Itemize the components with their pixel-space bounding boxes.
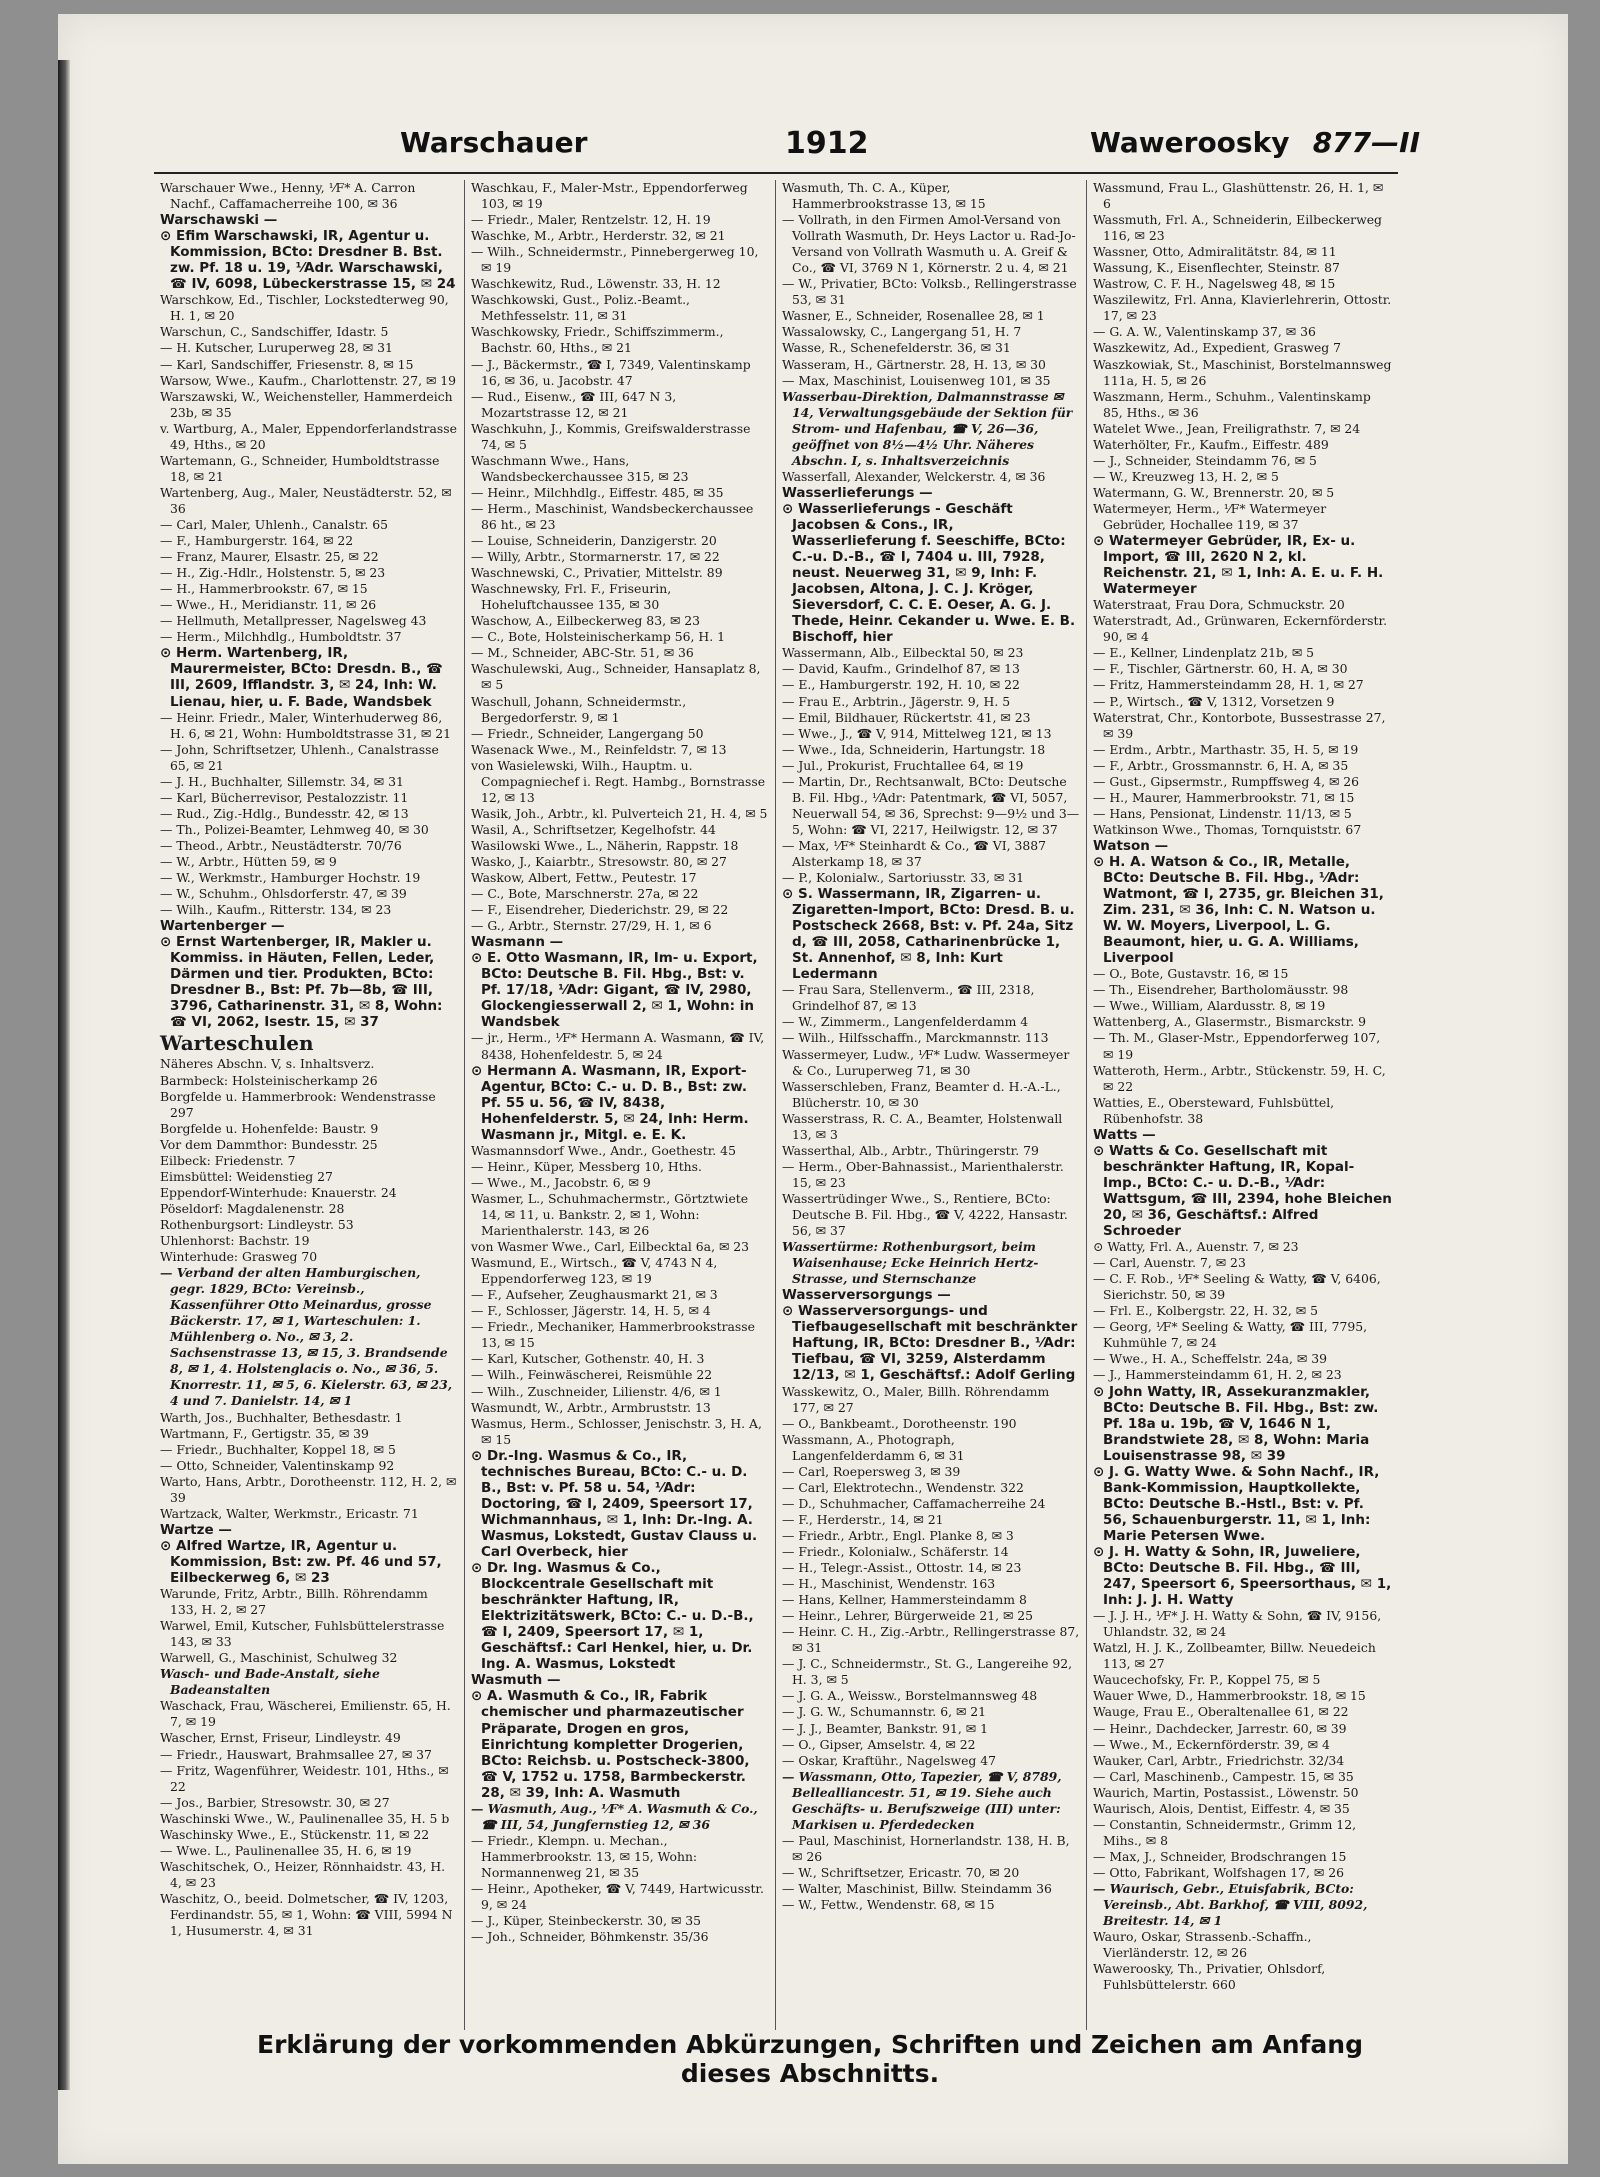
directory-entry: Wassmann, A., Photograph, Langenfelderdamm 6, ✉ 31 [782, 1431, 965, 1463]
directory-entry: Warto, Hans, Arbtr., Dorotheenstr. 112, H. 2, ✉ 39 [160, 1473, 457, 1505]
directory-entry: — Erdm., Arbtr., Marthastr. 35, H. 5, ✉ 19 [1093, 741, 1359, 757]
directory-entry: Warschkow, Ed., Tischler, Lockstedterweg 90, H. 1, ✉ 20 [160, 292, 449, 324]
directory-entry: — H. Kutscher, Luruperweg 28, ✉ 31 [160, 340, 393, 356]
directory-entry: — Wilh., Hilfsschaffn., Marckmannstr. 113 [782, 1030, 1049, 1046]
directory-entry: Wascher, Ernst, Friseur, Lindleystr. 49 [160, 1730, 401, 1746]
directory-entry: — Wassmann, Otto, Tapezier, ☎ V, 8789, Bellealliancestr. 51, ✉ 19. Siehe auch Geschäfts- u. Berufszweige (III) unter: Markisen u. Pferdedecken [782, 1768, 1062, 1832]
directory-entry: — Friedr., Arbtr., Engl. Planke 8, ✉ 3 [782, 1527, 1014, 1543]
directory-entry: Waschitschek, O., Heizer, Rönnhaidstr. 43, H. 4, ✉ 23 [160, 1858, 446, 1890]
directory-entry: Wasil, A., Schriftsetzer, Kegelhofstr. 44 [471, 821, 716, 837]
footer-note: Erklärung der vorkommenden Abkürzungen, Schriften und Zeichen am Anfang dieses Abschnitts. [257, 2030, 1363, 2088]
column-4 [1087, 180, 1398, 2030]
directory-entry: — Heinr., Dachdecker, Jarrestr. 60, ✉ 39 [1093, 1720, 1347, 1736]
directory-entry: Wassmund, Frau L., Glashüttenstr. 26, H. 1, ✉ 6 [1093, 180, 1384, 212]
directory-entry: — Heinr. C. H., Zig.-Arbtr., Rellingerstrasse 87, ✉ 31 [782, 1624, 1080, 1656]
directory-entry: — Heinr., Apotheker, ☎ V, 7449, Hartwicusstr. 9, ✉ 24 [471, 1880, 764, 1913]
directory-entry: Eppendorf-Winterhude: Knauerstr. 24 [160, 1184, 397, 1200]
directory-entry: — W., Schuhm., Ohlsdorferstr. 47, ✉ 39 [160, 886, 407, 902]
column-2 [465, 180, 776, 2030]
header-page-number: 877—II [1312, 126, 1420, 159]
directory-entry: — Friedr., Buchhalter, Koppel 18, ✉ 5 [160, 1441, 396, 1457]
directory-entry: — G., Arbtr., Sternstr. 27/29, H. 1, ✉ 6 [471, 918, 712, 934]
directory-entry: Näheres Abschn. V, s. Inhaltsverz. [160, 1056, 375, 1072]
directory-entry: — F., Arbtr., Grossmannstr. 6, H. A, ✉ 35 [1093, 757, 1349, 773]
directory-entry: — Constantin, Schneidermstr., Grimm 12, Mihs., ✉ 8 [1093, 1816, 1357, 1848]
directory-columns [154, 180, 1398, 2030]
directory-entry: Waschow, A., Eilbeckerweg 83, ✉ 23 [471, 613, 701, 629]
directory-entry: Watzl, H. J. K., Zollbeamter, Billw. Neuedeich 113, ✉ 27 [1093, 1640, 1376, 1672]
directory-entry: Wauer Wwe, D., Hammerbrookstr. 18, ✉ 15 [1093, 1688, 1366, 1704]
directory-entry: Waurisch, Alois, Dentist, Eiffestr. 4, ✉ 35 [1093, 1800, 1350, 1816]
directory-entry: — Th. M., Glaser-Mstr., Eppendorferweg 107, ✉ 19 [1093, 1030, 1381, 1062]
directory-entry: — Max, ⅟F* Steinhardt & Co., ☎ VI, 3887 Alsterkamp 18, ✉ 37 [782, 837, 1047, 869]
directory-entry: — Carl, Elektrotechn., Wendenstr. 322 [782, 1479, 1024, 1495]
directory-entry: — jr., Herm., ⅟F* Hermann A. Wasmann, ☎ IV, 8438, Hohenfeldestr. 5, ✉ 24 [471, 1030, 765, 1062]
directory-entry: Waterstraat, Frau Dora, Schmuckstr. 20 [1093, 597, 1345, 613]
directory-entry: Borgfelde u. Hohenfelde: Baustr. 9 [160, 1120, 379, 1136]
directory-entry: Wauro, Oskar, Strassenb.-Schaffn., Vierländerstr. 12, ✉ 26 [1093, 1929, 1312, 1961]
directory-entry: — Franz, Maurer, Elsastr. 25, ✉ 22 [160, 549, 379, 565]
directory-entry: — Max, Maschinist, Louisenweg 101, ✉ 35 [782, 372, 1051, 388]
directory-entry: Warth, Jos., Buchhalter, Bethesdastr. 1 [160, 1409, 403, 1425]
column-3 [776, 180, 1087, 2030]
directory-entry: Uhlenhorst: Bachstr. 19 [160, 1233, 310, 1248]
directory-entry: Waweroosky, Th., Privatier, Ohlsdorf, Fuhlsbüttelerstr. 660 [1093, 1961, 1326, 1993]
directory-entry: Watties, E., Obersteward, Fuhlsbüttel, Rübenhofstr. 38 [1093, 1094, 1335, 1126]
directory-entry: Wartmann, F., Gertigstr. 35, ✉ 39 [160, 1425, 369, 1441]
directory-entry: — Friedr., Mechaniker, Hammerbrookstrasse 13, ✉ 15 [471, 1319, 755, 1351]
directory-entry: — Hellmuth, Metallpresser, Nagelsweg 43 [160, 613, 427, 629]
directory-entry: Wassermann, Alb., Eilbecktal 50, ✉ 23 [782, 645, 1024, 661]
directory-entry: — W., Fettw., Wendenstr. 68, ✉ 15 [782, 1897, 995, 1913]
directory-entry: Wauge, Frau E., Oberaltenallee 61, ✉ 22 [1093, 1704, 1349, 1720]
directory-entry: Watermann, G. W., Brennerstr. 20, ✉ 5 [1093, 484, 1335, 500]
directory-entry: Wartze — [160, 1521, 232, 1538]
directory-entry: Waterstradt, Ad., Grünwaren, Eckernförderstr. 90, ✉ 4 [1093, 613, 1388, 645]
directory-entry: Watteroth, Herm., Arbtr., Stückenstr. 59, H. C, ✉ 22 [1093, 1062, 1386, 1094]
directory-entry: Wasserlieferungs — [782, 484, 933, 501]
directory-entry: Waterstrat, Chr., Kontorbote, Bussestrasse 27, ✉ 39 [1093, 709, 1386, 741]
header-last-entry: Waweroosky [1090, 126, 1290, 159]
directory-entry: Watts — [1093, 1126, 1156, 1143]
directory-entry: Wasner, E., Schneider, Rosenallee 28, ✉ 1 [782, 308, 1045, 324]
directory-entry: — Oskar, Kraftühr., Nagelsweg 47 [782, 1752, 997, 1768]
directory-entry: — H., Zig.-Hdlr., Holstenstr. 5, ✉ 23 [160, 565, 386, 581]
directory-entry: — W., Werkmstr., Hamburger Hochstr. 19 [160, 870, 421, 886]
directory-entry: Wassertrüdinger Wwe., S., Rentiere, BCto: Deutsche B. Fil. Hbg., ☎ V, 4222, Hansastr. 56, ✉ 37 [782, 1190, 1068, 1239]
directory-entry: — Jul., Prokurist, Fruchtallee 64, ✉ 19 [782, 757, 1024, 773]
directory-entry: — Wwe., H. A., Scheffelstr. 24a, ✉ 39 [1093, 1351, 1327, 1367]
directory-entry: — Herm., Maschinist, Wandsbeckerchaussee 86 ht., ✉ 23 [471, 500, 754, 532]
directory-entry: ⊙ Ernst Wartenberger, IR, Makler u. Kommiss. in Häuten, Fellen, Leder, Därmen und tier. Produkten, BCto: Dresdner B., Bst: Pf. 7b—8b, ☎ III, 3796, Catharinenstr. 31, ✉ 8, Wohn: ☎ VI, 2062, Isestr. 15, ✉ 37 [160, 934, 443, 1031]
directory-entry: Wauker, Carl, Arbtr., Friedrichstr. 32/34 [1093, 1752, 1345, 1768]
directory-entry: ⊙ Dr.-Ing. Wasmus & Co., IR, technisches Bureau, BCto: C.- u. D. B., Bst: v. Pf. 58 u. 54, ⅟Adr: Doctoring, ☎ I, 2409, Speersort 17, Wichmannhaus, ✉ 1, Inh: Dr.-Ing. A. Wasmus, Lokstedt, Gustav Clauss u. Carl Overbeck, hier [471, 1447, 758, 1560]
directory-entry: — J., Küper, Steinbeckerstr. 30, ✉ 35 [471, 1913, 702, 1929]
directory-entry: — Wwe., H., Meridianstr. 11, ✉ 26 [160, 597, 377, 613]
directory-entry: — Fritz, Hammersteindamm 28, H. 1, ✉ 27 [1093, 677, 1364, 693]
directory-entry: Waszkowiak, St., Maschinist, Borstelmannsweg 111a, H. 5, ✉ 26 [1093, 356, 1392, 388]
directory-entry: — C. F. Rob., ⅟F* Seeling & Watty, ☎ V, 6406, Sierichstr. 50, ✉ 39 [1093, 1271, 1381, 1303]
directory-entry: Waschull, Johann, Schneidermstr., Bergedorferstr. 9, ✉ 1 [471, 693, 687, 725]
directory-entry: — Vollrath, in den Firmen Amol-Versand von Vollrath Wasmuth, Dr. Heys Lactor u. Rad-Jo-Versand von Vollrath Wasmuth u. A. Greif & Co., ☎ VI, 3769 N 1, Körnerstr. 2 u. 4, ✉ 21 [782, 212, 1076, 276]
directory-entry: — Frl. E., Kolbergstr. 22, H. 32, ✉ 5 [1093, 1303, 1318, 1319]
directory-entry: — F., Eisendreher, Diederichstr. 29, ✉ 22 [471, 902, 729, 918]
directory-entry: — Jos., Barbier, Stresowstr. 30, ✉ 27 [160, 1794, 390, 1810]
directory-entry: — W., Arbtr., Hütten 59, ✉ 9 [160, 853, 337, 869]
directory-entry: von Wasmer Wwe., Carl, Eilbecktal 6a, ✉ 23 [471, 1239, 750, 1255]
directory-entry: Warwel, Emil, Kutscher, Fuhlsbüttelerstrasse 143, ✉ 33 [160, 1618, 445, 1650]
header-year: 1912 [785, 126, 869, 161]
directory-entry: — Carl, Maschinenb., Campestr. 15, ✉ 35 [1093, 1768, 1354, 1784]
directory-entry: ⊙ Herm. Wartenberg, IR, Maurermeister, BCto: Dresdn. B., ☎ III, 2609, Ifflandstr. 3, ✉ 24, Inh: W. Lienau, hier, u. F. Bade, Wandsbek [160, 645, 443, 710]
directory-entry: — Wilh., Kaufm., Ritterstr. 134, ✉ 23 [160, 902, 392, 918]
directory-entry: — Verband der alten Hamburgischen, gegr. 1829, BCto: Vereinsb., Kassenführer Otto Meinardus, grosse Bäckerstr. 17, ✉ 1, Warteschulen: 1. Mühlenberg o. No., ✉ 3, 2. Sachsenstrasse 13, ✉ 15, 3. Brandsende 8, ✉ 1, 4. Holstenglacis o. No., ✉ 36, 5. Knorrestr. 11, ✉ 5, 6. Kielerstr. 63, ✉ 23, 4 und 7. Danielstr. 14, ✉ 1 [160, 1265, 453, 1409]
directory-entry: — Waurisch, Gebr., Etuisfabrik, BCto: Vereinsb., Abt. Barkhof, ☎ VIII, 8092, Breitestr. 14, ✉ 1 [1093, 1880, 1368, 1929]
directory-entry: ⊙ Hermann A. Wasmann, IR, Export-Agentur, BCto: C.- u. D. B., Bst: zw. Pf. 55 u. 56, ☎ IV, 8438, Hohenfelderstr. 5, ✉ 24, Inh: Herm. Wasmann jr., Mitgl. e. E. K. [471, 1062, 749, 1143]
directory-entry: — Wwe., M., Jacobstr. 6, ✉ 9 [471, 1174, 651, 1190]
directory-entry: — Theod., Arbtr., Neustädterstr. 70/76 [160, 837, 402, 853]
directory-entry: ⊙ A. Wasmuth & Co., IR, Fabrik chemischer und pharmazeutischer Präparate, Drogen en gros, Einrichtung kompletter Drogerien, BCto: Reichsb. u. Postscheck-3800, ☎ V, 1752 u. 1758, Barmbeckerstr. 28, ✉ 39, Inh: A. Wasmuth [471, 1688, 750, 1801]
directory-entry: — Friedr., Klempn. u. Mechan., Hammerbrookstr. 13, ✉ 15, Wohn: Normannenweg 21, ✉ 35 [471, 1832, 698, 1880]
directory-entry: — Friedr., Schneider, Langergang 50 [471, 725, 704, 741]
directory-entry: — C., Bote, Marschnerstr. 27a, ✉ 22 [471, 886, 699, 902]
directory-entry: Waszkewitz, Ad., Expedient, Grasweg 7 [1093, 340, 1342, 356]
directory-entry: — Heinr., Lehrer, Bürgerweide 21, ✉ 25 [782, 1608, 1034, 1624]
directory-entry: Waschkau, F., Maler-Mstr., Eppendorferweg 103, ✉ 19 [471, 180, 748, 212]
directory-entry: — P., Wirtsch., ☎ V, 1312, Vorsetzen 9 [1093, 693, 1335, 709]
directory-entry: — H., Hammerbrookstr. 67, ✉ 15 [160, 581, 368, 597]
directory-entry: Wasenack Wwe., M., Reinfeldstr. 7, ✉ 13 [471, 741, 727, 757]
directory-entry: — P., Kolonialw., Sartoriusstr. 33, ✉ 31 [782, 870, 1024, 886]
directory-entry: Wartenberger — [160, 918, 285, 935]
directory-entry: Wassung, K., Eisenflechter, Steinstr. 87 [1093, 260, 1340, 276]
directory-entry: — Fritz, Wagenführer, Weidestr. 101, Hths., ✉ 22 [160, 1762, 449, 1794]
directory-entry: Vor dem Dammthor: Bundesstr. 25 [160, 1136, 378, 1152]
directory-entry: Waschinsky Wwe., E., Stückenstr. 11, ✉ 22 [160, 1826, 430, 1842]
directory-entry: ⊙ Watermeyer Gebrüder, IR, Ex- u. Import, ☎ III, 2620 N 2, kl. Reichenstr. 21, ✉ 1, Inh: A. E. u. F. H. Watermeyer [1093, 533, 1384, 598]
directory-entry: Wassermeyer, Ludw., ⅟F* Ludw. Wassermeyer & Co., Luruperweg 71, ✉ 30 [782, 1046, 1070, 1078]
directory-entry: Waschkewitz, Rud., Löwenstr. 33, H. 12 [471, 276, 721, 292]
directory-entry: — O., Gipser, Amselstr. 4, ✉ 22 [782, 1736, 976, 1752]
directory-entry: — Rud., Eisenw., ☎ III, 647 N 3, Mozartstrasse 12, ✉ 21 [471, 388, 677, 420]
directory-entry: — Frau E., Arbtrin., Jägerstr. 9, H. 5 [782, 693, 1011, 709]
directory-entry: ⊙ Wasserlieferungs - Geschäft Jacobsen & Cons., IR, Wasserlieferung f. Seeschiffe, BCto: C.-u. D.-B., ☎ I, 7404 u. III, 7928, neust. Neuerweg 31, ✉ 9, Inh: F. Jacobsen, Altona, J. C. J. Kröger, Sieversdorf, C. C. E. Oeser, A. G. J. Thede, Heinr. Cekander u. Wwe. E. B. Bischoff, hier [782, 500, 1076, 646]
directory-entry: Borgfelde u. Hammerbrook: Wendenstrasse 297 [160, 1088, 436, 1120]
directory-entry: Waschack, Frau, Wäscherei, Emilienstr. 65, H. 7, ✉ 19 [160, 1698, 451, 1730]
directory-entry: — Carl, Maler, Uhlenh., Canalstr. 65 [160, 516, 389, 532]
directory-entry: Waschmann Wwe., Hans, Wandsbeckerchaussee 315, ✉ 23 [471, 452, 689, 484]
directory-entry: — Otto, Schneider, Valentinskamp 92 [160, 1457, 395, 1473]
directory-entry: Wasmann — [471, 934, 564, 951]
directory-entry: — Walter, Maschinist, Billw. Steindamm 36 [782, 1880, 1052, 1896]
directory-entry: Wartenberg, Aug., Maler, Neustädterstr. 52, ✉ 36 [160, 484, 452, 516]
directory-entry: — Wilh., Schneidermstr., Pinnebergerweg 10, ✉ 19 [471, 244, 759, 276]
directory-entry: — F., Herderstr., 14, ✉ 21 [782, 1511, 944, 1527]
directory-entry: ⊙ J. H. Watty & Sohn, IR, Juweliere, BCto: Deutsche B. Fil. Hbg., ☎ III, 247, Speersort 6, Speersorthaus, ✉ 1, Inh: J. J. H. Watty [1093, 1543, 1392, 1609]
directory-entry: — H., Maschinist, Wendenstr. 163 [782, 1576, 996, 1592]
directory-entry: — W., Kreuzweg 13, H. 2, ✉ 5 [1093, 468, 1279, 484]
directory-entry: — Otto, Fabrikant, Wolfshagen 17, ✉ 26 [1093, 1864, 1345, 1880]
directory-entry: — Georg, ⅟F* Seeling & Watty, ☎ III, 7795, Kuhmühle 7, ✉ 24 [1093, 1319, 1368, 1351]
directory-entry: — Herm., Milchhdlg., Humboldtstr. 37 [160, 629, 402, 645]
directory-entry: Eilbeck: Friedenstr. 7 [160, 1152, 296, 1168]
directory-entry: — D., Schuhmacher, Caffamacherreihe 24 [782, 1495, 1046, 1511]
directory-entry: — J. G. A., Weissw., Borstelmannsweg 48 [782, 1688, 1038, 1704]
directory-entry: — Herm., Ober-Bahnassist., Marienthalerstr. 15, ✉ 23 [782, 1158, 1064, 1190]
directory-entry: Wassertürme: Rothenburgsort, beim Waisenhause; Ecke Heinrich Hertz-Strasse, und Sternschanze [782, 1239, 1039, 1287]
directory-entry: — F., Aufseher, Zeughausmarkt 21, ✉ 3 [471, 1287, 718, 1303]
directory-entry: Warszawski, W., Weichensteller, Hammerdeich 23b, ✉ 35 [160, 388, 453, 420]
directory-entry: Wastrow, C. F. H., Nagelsweg 48, ✉ 15 [1093, 276, 1336, 292]
directory-entry: — Friedr., Maler, Rentzelstr. 12, H. 19 [471, 212, 711, 228]
directory-entry: Wasmuth, Th. C. A., Küper, Hammerbrookstrasse 13, ✉ 15 [782, 180, 986, 212]
directory-entry: Wasmer, L., Schuhmachermstr., Görtztwiete 14, ✉ 11, u. Bankstr. 2, ✉ 1, Wohn: Marienthalerstr. 143, ✉ 26 [471, 1190, 749, 1239]
directory-entry: — Karl, Bücherrevisor, Pestalozzistr. 11 [160, 789, 409, 805]
directory-entry: Wasserthal, Alb., Arbtr., Thüringerstr. 79 [782, 1142, 1039, 1158]
directory-entry: — Karl, Sandschiffer, Friesenstr. 8, ✉ 15 [160, 356, 414, 372]
directory-entry: ⊙ Alfred Wartze, IR, Agentur u. Kommission, Bst: zw. Pf. 46 und 57, Eilbeckerweg 6, ✉ 23 [160, 1537, 442, 1586]
directory-entry: Warteschulen [160, 1031, 314, 1056]
directory-entry: — Friedr., Hauswart, Brahmsallee 27, ✉ 37 [160, 1746, 432, 1762]
directory-entry: — Wwe. L., Paulinenallee 35, H. 6, ✉ 19 [160, 1842, 412, 1858]
directory-entry: ⊙ J. G. Watty Wwe. & Sohn Nachf., IR, Bank-Kommission, Hauptkollekte, BCto: Deutsche B.-Hstl., Bst: v. Pf. 56, Schauenburgerstr. 11, ✉ 1, Inh: Marie Petersen Wwe. [1093, 1463, 1380, 1544]
directory-entry: — Carl, Roepersweg 3, ✉ 39 [782, 1463, 961, 1479]
directory-entry: Watermeyer, Herm., ⅟F* Watermeyer Gebrüder, Hochallee 119, ✉ 37 [1093, 500, 1327, 532]
directory-entry: — F., Tischler, Gärtnerstr. 60, H. A, ✉ 30 [1093, 661, 1348, 677]
directory-entry: Warschun, C., Sandschiffer, Idastr. 5 [160, 324, 389, 340]
directory-entry: Wasserversorgungs — [782, 1287, 951, 1304]
directory-entry: Wartzack, Walter, Werkmstr., Ericastr. 71 [160, 1505, 419, 1521]
directory-entry: — J. J. H., ⅟F* J. H. Watty & Sohn, ☎ IV, 9156, Uhlandstr. 32, ✉ 24 [1093, 1608, 1382, 1640]
directory-entry: — Wilh., Feinwäscherei, Reismühle 22 [471, 1367, 713, 1383]
directory-entry: — F., Hamburgerstr. 164, ✉ 22 [160, 533, 354, 549]
directory-entry: Waurich, Martin, Postassist., Löwenstr. 50 [1093, 1784, 1359, 1800]
directory-entry: — Joh., Schneider, Böhmkenstr. 35/36 [471, 1929, 709, 1945]
directory-entry: — Wasmuth, Aug., ⅟F* A. Wasmuth & Co., ☎ III, 54, Jungfernstieg 12, ✉ 36 [471, 1800, 758, 1832]
directory-entry: Waschitz, O., beeid. Dolmetscher, ☎ IV, 1203, Ferdinandstr. 55, ✉ 1, Wohn: ☎ VIII, 5994 N 1, Husumerstr. 4, ✉ 31 [160, 1890, 453, 1939]
directory-entry: Eimsbüttel: Weidenstieg 27 [160, 1168, 333, 1184]
directory-entry: Wasserschleben, Franz, Beamter d. H.-A.-L., Blücherstr. 10, ✉ 30 [782, 1078, 1061, 1110]
directory-entry: — Louise, Schneiderin, Danzigerstr. 20 [471, 533, 717, 549]
directory-entry: — J., Hammersteindamm 61, H. 2, ✉ 23 [1093, 1367, 1342, 1383]
directory-entry: — Max, J., Schneider, Brodschrangen 15 [1093, 1848, 1347, 1864]
directory-entry: Wasmannsdorf Wwe., Andr., Goethestr. 45 [471, 1142, 736, 1158]
directory-entry: — Frau Sara, Stellenverm., ☎ III, 2318, Grindelhof 87, ✉ 13 [782, 982, 1035, 1014]
directory-entry: Waszilewitz, Frl. Anna, Klavierlehrerin, Ottostr. 17, ✉ 23 [1093, 292, 1392, 324]
directory-entry: — J. C., Schneidermstr., St. G., Langereihe 92, H. 3, ✉ 5 [782, 1656, 1073, 1688]
directory-entry: Wasmus, Herm., Schlosser, Jenischstr. 3, H. A, ✉ 15 [471, 1415, 762, 1447]
directory-entry: ⊙ John Watty, IR, Assekuranzmakler, BCto: Deutsche B. Fil. Hbg., Bst: zw. Pf. 18a u. 19b, ☎ V, 1646 N 1, Brandstwiete 28, ✉ 8, Wohn: Maria Louisenstrasse 98, ✉ 39 [1093, 1383, 1379, 1464]
directory-entry: Winterhude: Grasweg 70 [160, 1249, 318, 1265]
directory-entry: — John, Schriftsetzer, Uhlenh., Canalstrasse 65, ✉ 21 [160, 741, 439, 773]
header-first-entry: Warschauer [400, 126, 588, 159]
directory-entry: Waterhölter, Fr., Kaufm., Eiffestr. 489 [1093, 436, 1329, 452]
directory-entry: Wasserfall, Alexander, Welckerstr. 4, ✉ 36 [782, 468, 1046, 484]
directory-entry: Waschnewski, C., Privatier, Mittelstr. 89 [471, 565, 723, 581]
directory-entry: — E., Hamburgerstr. 192, H. 10, ✉ 22 [782, 677, 1020, 693]
directory-entry: — J., Schneider, Steindamm 76, ✉ 5 [1093, 452, 1317, 468]
directory-entry: ⊙ Efim Warschawski, IR, Agentur u. Kommission, BCto: Dresdner B. Bst. zw. Pf. 18 u. 19, ⅟Adr. Warschawski, ☎ IV, 6098, Lübeckerstrasse 15, ✉ 24 [160, 228, 456, 293]
directory-entry: Wasserbau-Direktion, Dalmannstrasse ✉ 14, Verwaltungsgebäude der Sektion für Strom- und Hafenbau, ☎ V, 26—36, geöffnet von 8½—4½ Uhr. Näheres Abschn. I, s. Inhaltsverzeichnis [782, 388, 1073, 468]
directory-entry: ⊙ E. Otto Wasmann, IR, Im- u. Export, BCto: Deutsche B. Fil. Hbg., Bst: v. Pf. 17/18, ⅟Adr: Gigant, ☎ IV, 2980, Glockengiesserwall 2, ✉ 1, Wohn: in Wandsbek [471, 950, 758, 1031]
directory-entry: Warunde, Fritz, Arbtr., Billh. Röhrendamm 133, H. 2, ✉ 27 [160, 1586, 428, 1618]
directory-entry: Wassner, Otto, Admiralitätstr. 84, ✉ 11 [1093, 244, 1337, 260]
directory-entry: — Heinr., Milchhdlg., Eiffestr. 485, ✉ 35 [471, 484, 724, 500]
directory-entry: Waskow, Albert, Fettw., Peutestr. 17 [471, 870, 697, 886]
directory-entry: Wasserstrass, R. C. A., Beamter, Holstenwall 13, ✉ 3 [782, 1110, 1063, 1142]
directory-entry: ⊙ Wasserversorgungs- und Tiefbaugesellschaft mit beschränkter Haftung, IR, BCto: Dresdner B., ⅟Adr: Tiefbau, ☎ VI, 3259, Alsterdamm 12/13, ✉ 1, Geschäftsf.: Adolf Gerling [782, 1303, 1078, 1384]
directory-entry: — David, Kaufm., Grindelhof 87, ✉ 13 [782, 661, 1020, 677]
directory-entry: — C., Bote, Holsteinischerkamp 56, H. 1 [471, 629, 726, 645]
directory-entry: Wasse, R., Schenefelderstr. 36, ✉ 31 [782, 340, 1011, 356]
directory-entry: — Karl, Kutscher, Gothenstr. 40, H. 3 [471, 1351, 705, 1367]
directory-entry: Watkinson Wwe., Thomas, Tornquiststr. 67 [1093, 821, 1362, 837]
directory-entry: ⊙ Dr. Ing. Wasmus & Co., Blockcentrale Gesellschaft mit beschränkter Haftung, IR, Elektrizitätswerk, BCto: C.- u. D.-B., ☎ I, 2409, Speersort 17, ✉ 1, Geschäftsf.: Carl Henkel, hier, u. Dr. Ing. A. Wasmus, Lokstedt [471, 1560, 754, 1673]
directory-entry: Waschkowsky, Friedr., Schiffszimmerm., Bachstr. 60, Hths., ✉ 21 [471, 324, 724, 356]
directory-entry: Wassalowsky, C., Langergang 51, H. 7 [782, 324, 1022, 340]
directory-entry: Waschke, M., Arbtr., Herderstr. 32, ✉ 21 [471, 228, 726, 244]
directory-entry: Warsow, Wwe., Kaufm., Charlottenstr. 27, ✉ 19 [160, 372, 457, 388]
directory-entry: — O., Bote, Gustavstr. 16, ✉ 15 [1093, 966, 1289, 982]
directory-entry: Warschauer Wwe., Henny, ⅟F* A. Carron Nachf., Caffamacherreihe 100, ✉ 36 [160, 180, 416, 212]
directory-entry: Wasik, Joh., Arbtr., kl. Pulverteich 21, H. 4, ✉ 5 [471, 805, 768, 821]
directory-entry: Waschkuhn, J., Kommis, Greifswalderstrasse 74, ✉ 5 [471, 420, 751, 452]
directory-entry: Waschkowski, Gust., Poliz.-Beamt., Methfesselstr. 11, ✉ 31 [471, 292, 690, 324]
directory-entry: — Emil, Bildhauer, Rückertstr. 41, ✉ 23 [782, 709, 1031, 725]
directory-entry: Wasko, J., Kaiarbtr., Stresowstr. 80, ✉ 27 [471, 853, 727, 869]
directory-entry: Wasskewitz, O., Maler, Billh. Röhrendamm 177, ✉ 27 [782, 1383, 1050, 1415]
directory-entry: — W., Schriftsetzer, Ericastr. 70, ✉ 20 [782, 1864, 1020, 1880]
directory-entry: — Gust., Gipsermstr., Rumpffsweg 4, ✉ 26 [1093, 773, 1360, 789]
running-header [400, 120, 1420, 164]
directory-entry: — H., Telegr.-Assist., Ottostr. 14, ✉ 23 [782, 1560, 1022, 1576]
directory-entry: Wasmund, E., Wirtsch., ☎ V, 4743 N 4, Eppendorferweg 123, ✉ 19 [471, 1255, 718, 1287]
directory-entry: — F., Schlosser, Jägerstr. 14, H. 5, ✉ 4 [471, 1303, 711, 1319]
directory-entry: — J., Bäckermstr., ☎ I, 7349, Valentinskamp 16, ✉ 36, u. Jacobstr. 47 [471, 356, 751, 388]
directory-entry: — Wwe., Ida, Schneiderin, Hartungstr. 18 [782, 741, 1046, 757]
directory-entry: — Friedr., Kolonialw., Schäferstr. 14 [782, 1543, 1009, 1559]
directory-entry: Wasseram, H., Gärtnerstr. 28, H. 13, ✉ 30 [782, 356, 1046, 372]
header-rule [154, 172, 1398, 174]
directory-entry: — Heinr. Friedr., Maler, Winterhuderweg 86, H. 6, ✉ 21, Wohn: Humboldtstrasse 31, ✉ 21 [160, 709, 452, 741]
directory-entry: Warschawski — [160, 212, 278, 229]
directory-entry: — Wwe., William, Alardusstr. 8, ✉ 19 [1093, 998, 1326, 1014]
directory-entry: — Wwe., M., Eckernförderstr. 39, ✉ 4 [1093, 1736, 1330, 1752]
directory-entry: — J. G. W., Schumannstr. 6, ✉ 21 [782, 1704, 987, 1720]
directory-entry: — W., Zimmerm., Langenfelderdamm 4 [782, 1014, 1029, 1030]
directory-entry: Watelet Wwe., Jean, Freiligrathstr. 7, ✉ 24 [1093, 420, 1361, 436]
directory-entry: Warwell, G., Maschinist, Schulweg 32 [160, 1650, 398, 1666]
directory-entry: ⊙ S. Wassermann, IR, Zigarren- u. Zigaretten-Import, BCto: Dresd. B. u. Postscheck 2668, Bst: v. Pf. 24a, Sitz d, ☎ III, 2058, Catharinenbrücke 1, St. Annenhof, ✉ 8, Inh: Kurt Ledermann [782, 886, 1075, 983]
directory-entry: Waschinski Wwe., W., Paulinenallee 35, H. 5 b [160, 1810, 450, 1826]
directory-entry: — H., Maurer, Hammerbrookstr. 71, ✉ 15 [1093, 789, 1355, 805]
directory-entry: v. Wartburg, A., Maler, Eppendorferlandstrasse 49, Hths., ✉ 20 [160, 420, 457, 452]
directory-entry: Watson — [1093, 837, 1169, 854]
directory-entry: — Willy, Arbtr., Stormarnerstr. 17, ✉ 22 [471, 549, 720, 565]
directory-entry: — M., Schneider, ABC-Str. 51, ✉ 36 [471, 645, 694, 661]
directory-entry: — J. H., Buchhalter, Sillemstr. 34, ✉ 31 [160, 773, 404, 789]
directory-entry: — Heinr., Küper, Messberg 10, Hths. [471, 1158, 702, 1174]
directory-entry: — W., Privatier, BCto: Volksb., Rellingerstrasse 53, ✉ 31 [782, 276, 1077, 308]
directory-entry: Waschnewsky, Frl. F., Friseurin, Hoheluftchaussee 135, ✉ 30 [471, 581, 672, 613]
directory-entry: Waschulewski, Aug., Schneider, Hansaplatz 8, ✉ 5 [471, 661, 761, 693]
directory-entry: Wassmuth, Frl. A., Schneiderin, Eilbeckerweg 116, ✉ 23 [1093, 212, 1382, 244]
directory-entry: Waszmann, Herm., Schuhm., Valentinskamp 85, Hths., ✉ 36 [1093, 388, 1371, 420]
directory-entry: — J. J., Beamter, Bankstr. 91, ✉ 1 [782, 1720, 988, 1736]
directory-entry: Waucechofsky, Fr. P., Koppel 75, ✉ 5 [1093, 1672, 1321, 1688]
directory-entry: — Martin, Dr., Rechtsanwalt, BCto: Deutsche B. Fil. Hbg., ⅟Adr: Patentmark, ☎ VI, 5057, Neuerwall 54, ✉ 36, Sprechst: 9—9½ und 3—5, Wohn: ☎ VI, 2217, Heilwigstr. 12, ✉ 37 [782, 773, 1080, 837]
directory-entry: Wasmuth — [471, 1672, 561, 1689]
directory-entry: Rothenburgsort: Lindleystr. 53 [160, 1216, 354, 1232]
directory-entry: — Th., Eisendreher, Bartholomäusstr. 98 [1093, 982, 1349, 998]
directory-entry: Wattenberg, A., Glasermstr., Bismarckstr. 9 [1093, 1014, 1366, 1030]
directory-entry: — Hans, Pensionat, Lindenstr. 11/13, ✉ 5 [1093, 805, 1352, 821]
directory-entry: — Paul, Maschinist, Hornerlandstr. 138, H. B, ✉ 26 [782, 1832, 1070, 1864]
directory-entry: — Th., Polizei-Beamter, Lehmweg 40, ✉ 30 [160, 821, 429, 837]
directory-entry: ⊙ Watts & Co. Gesellschaft mit beschränkter Haftung, IR, Kopal-Imp., BCto: C.- u. D.-B., ⅟Adr: Wattsgum, ☎ III, 2394, hohe Bleichen 20, ✉ 36, Geschäftsf.: Alfred Schroeder [1093, 1142, 1392, 1240]
directory-entry: Pöseldorf: Magdalenenstr. 28 [160, 1200, 345, 1216]
directory-entry: — G. A. W., Valentinskamp 37, ✉ 36 [1093, 324, 1316, 340]
directory-entry: — Hans, Kellner, Hammersteindamm 8 [782, 1592, 1027, 1608]
directory-entry: Wasilowski Wwe., L., Näherin, Rappstr. 18 [471, 837, 739, 853]
directory-entry: — Carl, Auenstr. 7, ✉ 23 [1093, 1255, 1246, 1271]
directory-entry: Wasmundt, W., Arbtr., Armbruststr. 13 [471, 1399, 711, 1415]
directory-entry: — Wilh., Zuschneider, Lilienstr. 4/6, ✉ 1 [471, 1383, 722, 1399]
directory-entry: Wartemann, G., Schneider, Humboldtstrasse 18, ✉ 21 [160, 452, 440, 484]
directory-entry: — Rud., Zig.-Hdlg., Bundesstr. 42, ✉ 13 [160, 805, 409, 821]
directory-entry: ⊙ H. A. Watson & Co., IR, Metalle, BCto: Deutsche B. Fil. Hbg., ⅟Adr: Watmont, ☎ I, 2735, gr. Bleichen 31, Zim. 231, ✉ 36, Inh: C. N. Watson u. W. W. Moyers, Liverpool, L. G. Beaumont, hier, u. G. A. Williams, Liverpool [1093, 853, 1384, 967]
directory-entry: ⊙ Watty, Frl. A., Auenstr. 7, ✉ 23 [1093, 1239, 1299, 1255]
column-1 [154, 180, 465, 2030]
directory-entry: von Wasielewski, Wilh., Hauptm. u. Compagniechef i. Regt. Hambg., Bornstrasse 12, ✉ 13 [471, 757, 766, 805]
directory-entry: Wasch- und Bade-Anstalt, siehe Badeanstalten [160, 1666, 380, 1698]
book-binding-edge [58, 60, 70, 2090]
directory-entry: Barmbeck: Holsteinischerkamp 26 [160, 1072, 378, 1088]
directory-entry: — E., Kellner, Lindenplatz 21b, ✉ 5 [1093, 645, 1315, 661]
directory-entry: — O., Bankbeamt., Dorotheenstr. 190 [782, 1415, 1017, 1431]
directory-entry: — Wwe., J., ☎ V, 914, Mittelweg 121, ✉ 13 [782, 725, 1052, 741]
